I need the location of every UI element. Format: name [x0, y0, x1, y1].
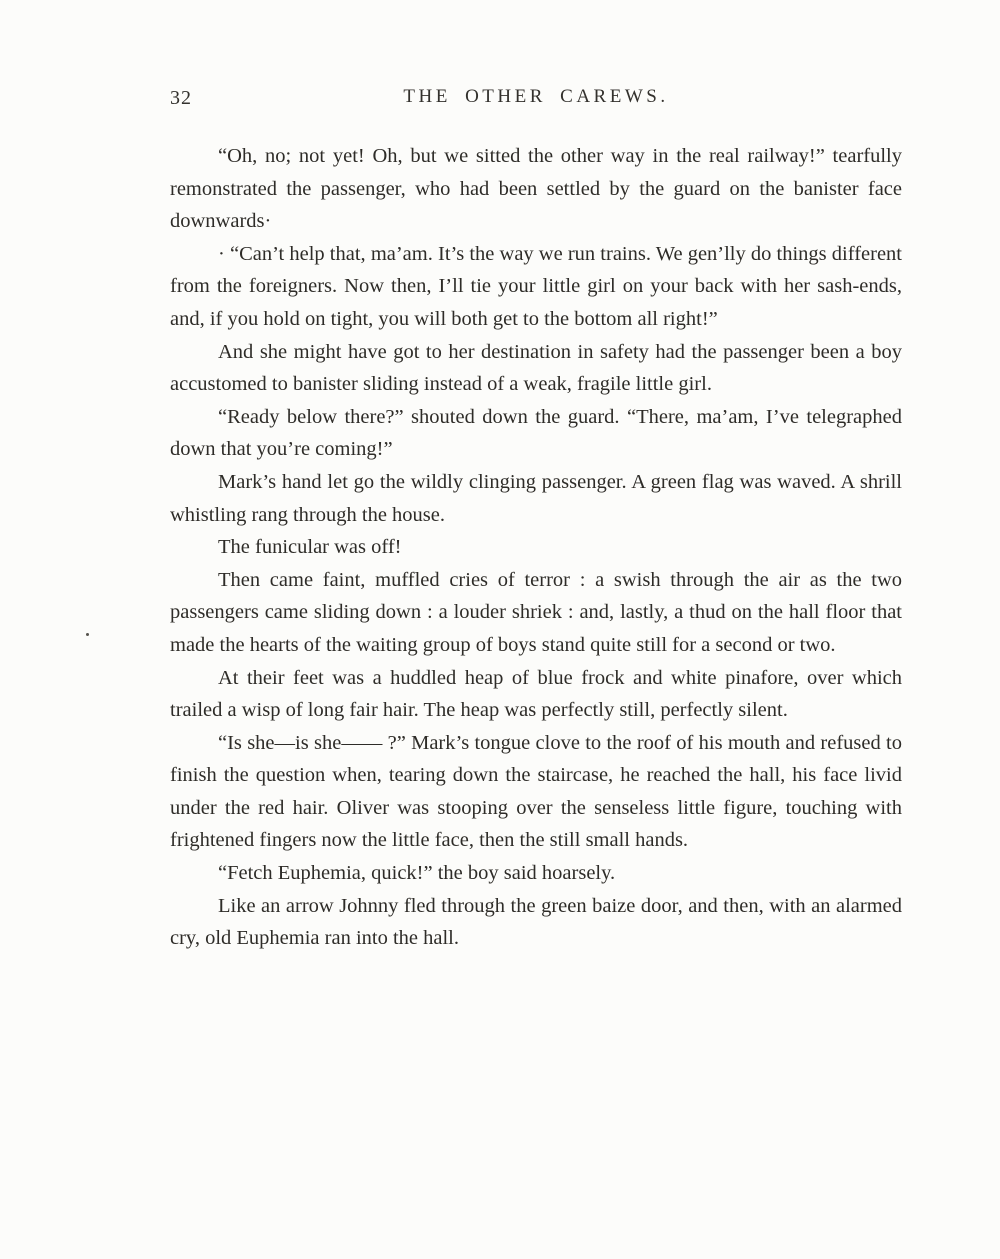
page-header: [170, 86, 902, 108]
scan-artifact-dot: [86, 633, 89, 636]
page-number: 32: [170, 87, 192, 109]
paragraph: Then came faint, muffled cries of terror : a swish through the air as the two passengers came sliding down : a louder shriek : and, lastly, a thud on the hall floor that made the hearts of the waiting group of boys stand quite still for a second or two.: [170, 568, 902, 656]
running-title: THE OTHER CAREWS.: [403, 86, 669, 107]
paragraph: Mark’s hand let go the wildly clinging passenger. A green flag was waved. A shrill whistling rang through the house.: [170, 470, 902, 526]
paragraph: Like an arrow Johnny fled through the green baize door, and then, with an alarmed cry, old Euphemia ran into the hall.: [170, 894, 902, 950]
paragraph: “Fetch Euphemia, quick!” the boy said hoarsely.: [218, 862, 616, 885]
paragraph: The funicular was off!: [218, 536, 402, 559]
paragraph: At their feet was a huddled heap of blue frock and white pinafore, over which trailed a wisp of long fair hair. The heap was perfectly still, perfectly silent.: [170, 666, 902, 722]
paragraph: “Ready below there?” shouted down the guard. “There, ma’am, I’ve telegraphed down that you’re coming!”: [170, 405, 902, 461]
paragraph: And she might have got to her destination in safety had the passenger been a boy accustomed to banister sliding instead of a weak, fragile little girl.: [170, 340, 902, 396]
paragraph: · “Can’t help that, ma’am. It’s the way we run trains. We gen’lly do things different from the foreigners. Now then, I’ll tie your little girl on your back with her sash-ends, and, if you hold on tight, you will both get to the bottom all right!”: [170, 242, 902, 330]
paragraph: “Oh, no; not yet! Oh, but we sitted the other way in the real railway!” tearfully remonstrated the passenger, who had been settled by the guard on the banister face downwards·: [170, 145, 902, 233]
page-body: [170, 140, 902, 955]
paragraph: “Is she—is she—— ?” Mark’s tongue clove to the roof of his mouth and refused to finish the question when, tearing down the staircase, he reached the hall, his face livid under the red hair. Oliver was stooping over the senseless little figure, touching with frightened fingers now the little face, then the still small hands.: [170, 731, 902, 852]
